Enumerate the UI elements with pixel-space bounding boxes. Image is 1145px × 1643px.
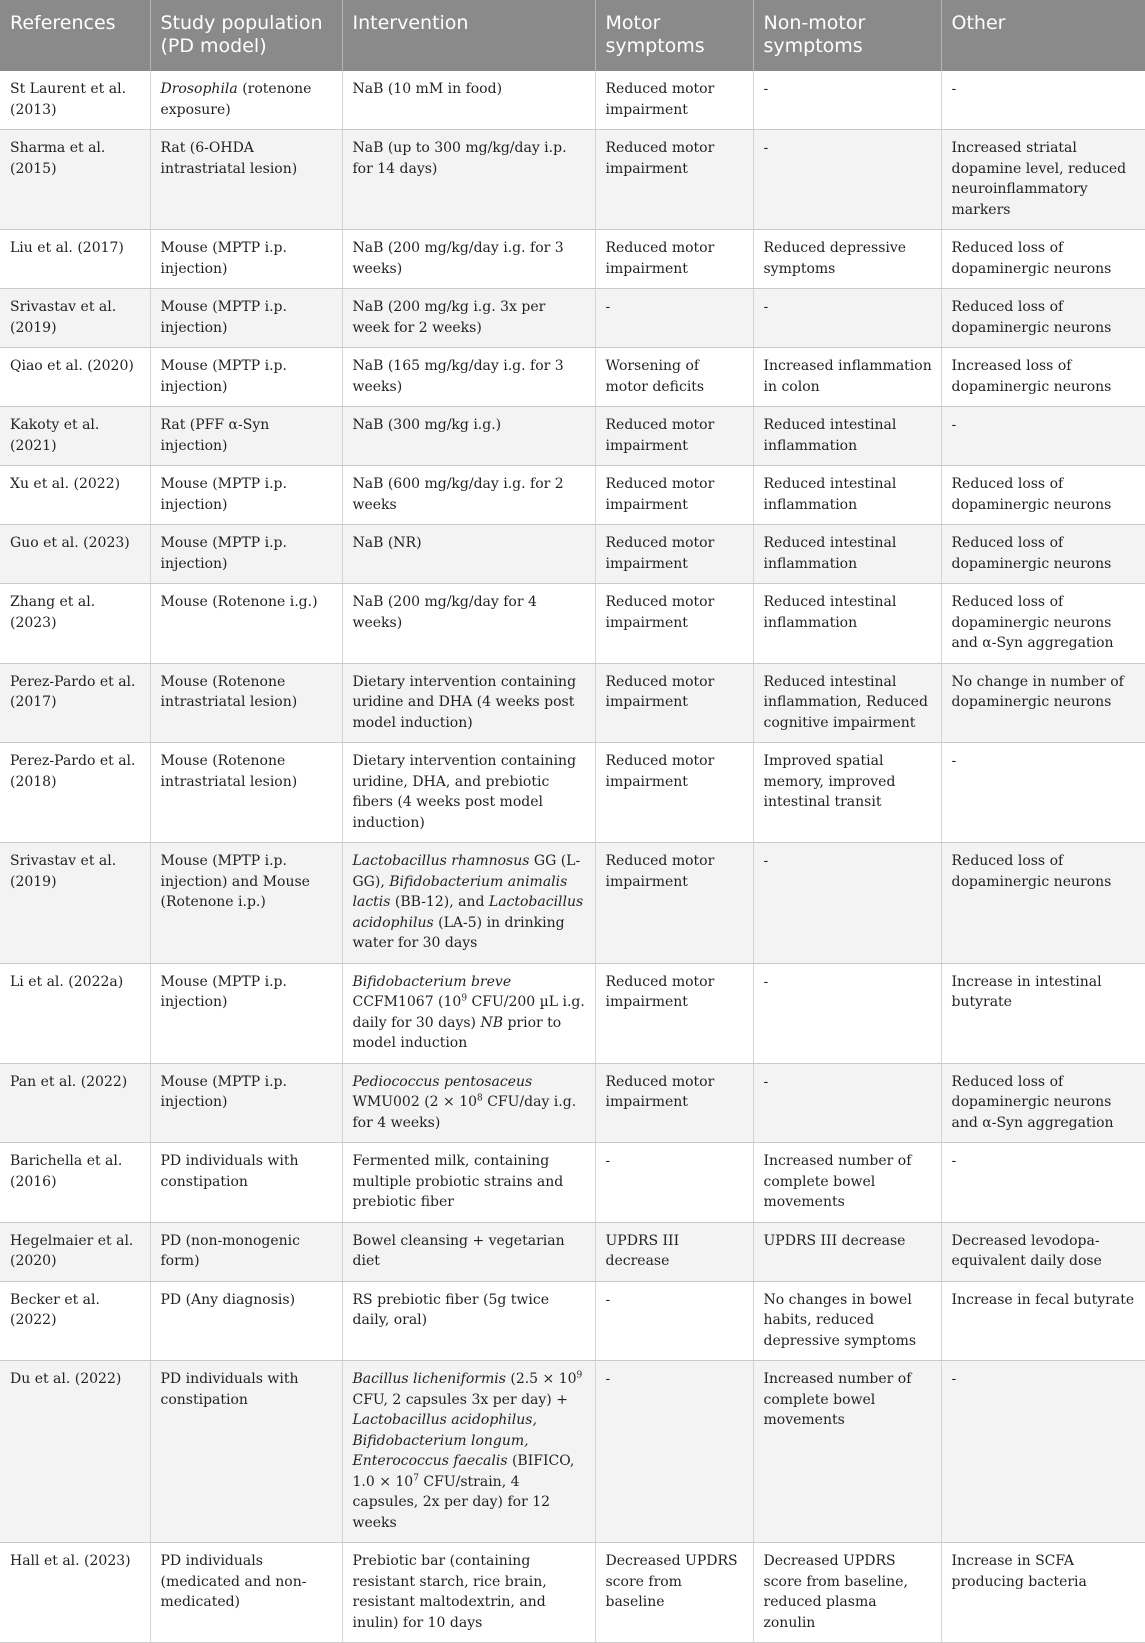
cell-other: Reduced loss of dopaminergic neurons [941,466,1145,525]
text-segment: Mouse (MPTP i.p. injection) [160,535,287,572]
cell-non-motor-symptoms: UPDRS III decrease [753,1222,941,1281]
text-segment: Mouse (MPTP i.p. injection) [160,299,287,336]
cell-motor-symptoms: Reduced motor impairment [595,584,753,664]
cell-motor-symptoms: - [595,1143,753,1223]
cell-motor-symptoms: Worsening of motor deficits [595,348,753,407]
text-segment: Rat (PFF α-Syn injection) [160,417,270,454]
italic-segment: Lactobacillus rhamnosus [352,853,530,869]
cell-non-motor-symptoms: No changes in bowel habits, reduced depressive symptoms [753,1281,941,1361]
text-segment: Mouse (Rotenone intrastriatal lesion) [160,753,298,790]
text-segment: Fermented milk, containing multiple probiotic strains and prebiotic fiber [352,1153,564,1210]
cell-study-population [150,584,342,664]
cell-motor-symptoms: Reduced motor impairment [595,230,753,289]
text-segment: Mouse (MPTP i.p. injection) [160,358,287,395]
text-segment: Mouse (MPTP i.p. injection) [160,476,287,513]
table-row [0,230,1145,289]
cell-non-motor-symptoms: Increased number of complete bowel movements [753,1143,941,1223]
cell-reference: Srivastav et al. (2019) [0,843,150,964]
cell-motor-symptoms: Reduced motor impairment [595,130,753,230]
cell-other: Reduced loss of dopaminergic neurons [941,230,1145,289]
cell-study-population [150,466,342,525]
header-row [0,0,1145,71]
superscript-segment: 7 [413,1472,419,1483]
text-segment: Mouse (MPTP i.p. injection) [160,1073,287,1110]
cell-intervention [342,1281,595,1361]
text-segment: Rat (6-OHDA intrastriatal lesion) [160,140,298,177]
cell-non-motor-symptoms: Reduced intestinal inflammation [753,407,941,466]
cell-non-motor-symptoms: Increased inflammation in colon [753,348,941,407]
table-row [0,963,1145,1063]
italic-segment: NB [480,1014,504,1031]
header-motor-symptoms: Motor symptoms [595,0,753,71]
table-row [0,1281,1145,1361]
cell-intervention [342,230,595,289]
cell-reference: Li et al. (2022a) [0,963,150,1063]
italic-segment: Bifidobacterium animalis lactis [352,873,568,910]
cell-study-population [150,1543,342,1643]
cell-reference: Du et al. (2022) [0,1361,150,1543]
cell-reference: Zhang et al. (2023) [0,584,150,664]
cell-reference: Guo et al. (2023) [0,525,150,584]
text-segment: NaB (600 mg/kg/day i.g. for 2 weeks [352,476,564,513]
cell-other: - [941,407,1145,466]
text-segment: Bowel cleansing + vegetarian diet [352,1232,565,1269]
cell-non-motor-symptoms: - [753,963,941,1063]
cell-motor-symptoms: - [595,1361,753,1543]
cell-study-population [150,348,342,407]
cell-other: Increase in SCFA producing bacteria [941,1543,1145,1643]
cell-non-motor-symptoms: Reduced intestinal inflammation [753,525,941,584]
italic-segment: Bifidobacterium breve [352,973,512,990]
cell-non-motor-symptoms: Reduced intestinal inflammation, Reduced cognitive impairment [753,663,941,743]
cell-reference: Sharma et al. (2015) [0,130,150,230]
italic-segment: Lactobacillus acidophilus, Bifidobacterium longum, Enterococcus faecalis [352,1412,537,1469]
cell-other: Reduced loss of dopaminergic neurons and α-Syn aggregation [941,1063,1145,1143]
table-row [0,843,1145,964]
text-segment: Mouse (Rotenone i.g.) [160,594,318,610]
text-segment: NaB (NR) [352,535,422,551]
text-segment: RS prebiotic fiber (5g twice daily, oral) [352,1291,550,1328]
cell-motor-symptoms: Reduced motor impairment [595,1063,753,1143]
cell-reference: Qiao et al. (2020) [0,348,150,407]
text-segment: PD individuals with constipation [160,1371,299,1408]
table-row [0,130,1145,230]
cell-study-population [150,1143,342,1223]
text-segment: (LA-5) in drinking water for 30 days [352,914,565,951]
cell-reference: Kakoty et al. (2021) [0,407,150,466]
cell-reference: Hall et al. (2023) [0,1543,150,1643]
italic-segment: Lactobacillus acidophilus [352,894,584,931]
cell-motor-symptoms: Reduced motor impairment [595,963,753,1063]
cell-intervention [342,584,595,664]
cell-reference: Xu et al. (2022) [0,466,150,525]
cell-non-motor-symptoms: - [753,130,941,230]
table-row [0,289,1145,348]
cell-other: - [941,1361,1145,1543]
table-row [0,584,1145,664]
text-segment: NaB (10 mM in food) [352,81,503,97]
cell-intervention [342,407,595,466]
text-segment: NaB (up to 300 mg/kg/day i.p. for 14 days) [352,140,567,177]
text-segment: Mouse (MPTP i.p. injection) and Mouse (Rotenone i.p.) [160,853,310,910]
cell-non-motor-symptoms: Increased number of complete bowel movements [753,1361,941,1543]
cell-motor-symptoms: Decreased UPDRS score from baseline [595,1543,753,1643]
cell-other: Increase in intestinal butyrate [941,963,1145,1063]
cell-intervention [342,1143,595,1223]
cell-other: - [941,743,1145,843]
text-segment: NaB (200 mg/kg i.g. 3x per week for 2 weeks) [352,299,546,336]
cell-non-motor-symptoms: Decreased UPDRS score from baseline, reduced plasma zonulin [753,1543,941,1643]
text-segment: prior to model induction [352,1014,562,1051]
header-intervention: Intervention [342,0,595,71]
cell-other: Increased loss of dopaminergic neurons [941,348,1145,407]
text-segment: (BB-12), and [390,894,489,910]
cell-reference: St Laurent et al. (2013) [0,71,150,130]
text-segment: CFU, 2 capsules 3x per day) + [352,1391,568,1408]
table-row [0,663,1145,743]
cell-other: Increase in fecal butyrate [941,1281,1145,1361]
cell-reference: Hegelmaier et al. (2020) [0,1222,150,1281]
cell-other: Reduced loss of dopaminergic neurons [941,525,1145,584]
italic-segment: Drosophila [160,81,238,97]
text-segment: Dietary intervention containing uridine, DHA, and prebiotic fibers (4 weeks post model induction) [352,753,577,831]
text-segment: Mouse (MPTP i.p. injection) [160,973,287,1010]
cell-reference: Barichella et al. (2016) [0,1143,150,1223]
cell-motor-symptoms: Reduced motor impairment [595,843,753,964]
cell-motor-symptoms: Reduced motor impairment [595,466,753,525]
cell-study-population [150,1222,342,1281]
cell-other: Decreased levodopa-equivalent daily dose [941,1222,1145,1281]
cell-intervention [342,71,595,130]
cell-study-population [150,525,342,584]
header-other: Other [941,0,1145,71]
cell-motor-symptoms: Reduced motor impairment [595,71,753,130]
text-segment: Prebiotic bar (containing resistant starch, rice brain, resistant maltodextrin, and inulin) for 10 days [352,1553,547,1631]
text-segment: GG (L-GG), [352,853,581,890]
text-segment: PD (Any diagnosis) [160,1291,296,1308]
table-row [0,1543,1145,1643]
cell-non-motor-symptoms: Reduced intestinal inflammation [753,584,941,664]
cell-intervention [342,525,595,584]
cell-non-motor-symptoms: Reduced intestinal inflammation [753,466,941,525]
table-row [0,1222,1145,1281]
superscript-segment: 9 [461,993,468,1004]
cell-other: - [941,71,1145,130]
cell-intervention [342,1361,595,1543]
text-segment: (BIFICO, 1.0 × 10 [352,1453,575,1490]
cell-intervention [342,130,595,230]
cell-study-population [150,130,342,230]
text-segment: CFU/strain, 4 capsules, 2x per day) for 12 weeks [352,1473,551,1531]
cell-intervention [342,1063,595,1143]
cell-other: Reduced loss of dopaminergic neurons [941,289,1145,348]
cell-study-population [150,1063,342,1143]
table-body [0,71,1145,1643]
cell-intervention [342,466,595,525]
header-non-motor-symptoms: Non-motor symptoms [753,0,941,71]
table-row [0,525,1145,584]
text-segment: PD individuals with constipation [160,1153,299,1190]
cell-other: Increased striatal dopamine level, reduced neuroinflammatory markers [941,130,1145,230]
superscript-segment: 9 [576,1370,583,1381]
cell-intervention [342,289,595,348]
cell-study-population [150,71,342,130]
cell-study-population [150,407,342,466]
cell-reference: Srivastav et al. (2019) [0,289,150,348]
cell-study-population [150,663,342,743]
cell-motor-symptoms: - [595,289,753,348]
superscript-segment: 8 [477,1093,483,1104]
italic-segment: Pediococcus pentosaceus [352,1073,533,1090]
cell-study-population [150,743,342,843]
cell-non-motor-symptoms: - [753,71,941,130]
cell-study-population [150,963,342,1063]
text-segment: NaB (165 mg/kg/day i.g. for 3 weeks) [352,358,564,395]
cell-other: Reduced loss of dopaminergic neurons [941,843,1145,964]
cell-intervention [342,843,595,964]
text-segment: NaB (300 mg/kg i.g.) [352,417,502,433]
table-header [0,0,1145,71]
cell-other: No change in number of dopaminergic neurons [941,663,1145,743]
table-row [0,348,1145,407]
cell-non-motor-symptoms: - [753,289,941,348]
text-segment: CCFM1067 (10 [352,994,462,1010]
cell-intervention [342,348,595,407]
header-references: References [0,0,150,71]
cell-study-population [150,1281,342,1361]
italic-segment: Bacillus licheniformis [352,1371,506,1387]
cell-reference: Liu et al. (2017) [0,230,150,289]
text-segment: NaB (200 mg/kg/day for 4 weeks) [352,594,537,631]
cell-other: Reduced loss of dopaminergic neurons and α-Syn aggregation [941,584,1145,664]
cell-motor-symptoms: Reduced motor impairment [595,743,753,843]
text-segment: PD (non-monogenic form) [160,1232,300,1269]
table-row [0,1361,1145,1543]
cell-study-population [150,289,342,348]
table-row [0,466,1145,525]
cell-non-motor-symptoms: - [753,1063,941,1143]
cell-motor-symptoms: Reduced motor impairment [595,407,753,466]
cell-reference: Pan et al. (2022) [0,1063,150,1143]
cell-intervention [342,963,595,1063]
cell-other: - [941,1143,1145,1223]
cell-non-motor-symptoms: Reduced depressive symptoms [753,230,941,289]
cell-intervention [342,1543,595,1643]
cell-motor-symptoms: UPDRS III decrease [595,1222,753,1281]
cell-motor-symptoms: - [595,1281,753,1361]
text-segment: (2.5 × 10 [505,1371,577,1387]
text-segment: CFU/day i.g. for 4 weeks) [352,1094,577,1131]
table-row [0,1143,1145,1223]
cell-study-population [150,1361,342,1543]
cell-intervention [342,1222,595,1281]
cell-reference: Becker et al. (2022) [0,1281,150,1361]
cell-motor-symptoms: Reduced motor impairment [595,525,753,584]
text-segment: Mouse (Rotenone intrastriatal lesion) [160,673,298,710]
text-segment: (rotenone exposure) [160,81,312,118]
cell-motor-symptoms: Reduced motor impairment [595,663,753,743]
text-segment: NaB (200 mg/kg/day i.g. for 3 weeks) [352,240,564,277]
table-row [0,1063,1145,1143]
text-segment: WMU002 (2 × 10 [352,1094,478,1110]
cell-intervention [342,743,595,843]
cell-reference: Perez-Pardo et al. (2018) [0,743,150,843]
cell-study-population [150,843,342,964]
cell-non-motor-symptoms: - [753,843,941,964]
header-study-population: Study population (PD model) [150,0,342,71]
table-row [0,743,1145,843]
text-segment: Mouse (MPTP i.p. injection) [160,240,287,277]
cell-study-population [150,230,342,289]
table-row [0,71,1145,130]
text-segment: CFU/200 µL i.g. daily for 30 days) [352,994,585,1031]
cell-non-motor-symptoms: Improved spatial memory, improved intestinal transit [753,743,941,843]
table-row [0,407,1145,466]
text-segment: Dietary intervention containing uridine and DHA (4 weeks post model induction) [352,673,577,731]
cell-reference: Perez-Pardo et al. (2017) [0,663,150,743]
cell-intervention [342,663,595,743]
text-segment: PD individuals (medicated and non-medicated) [160,1553,307,1610]
